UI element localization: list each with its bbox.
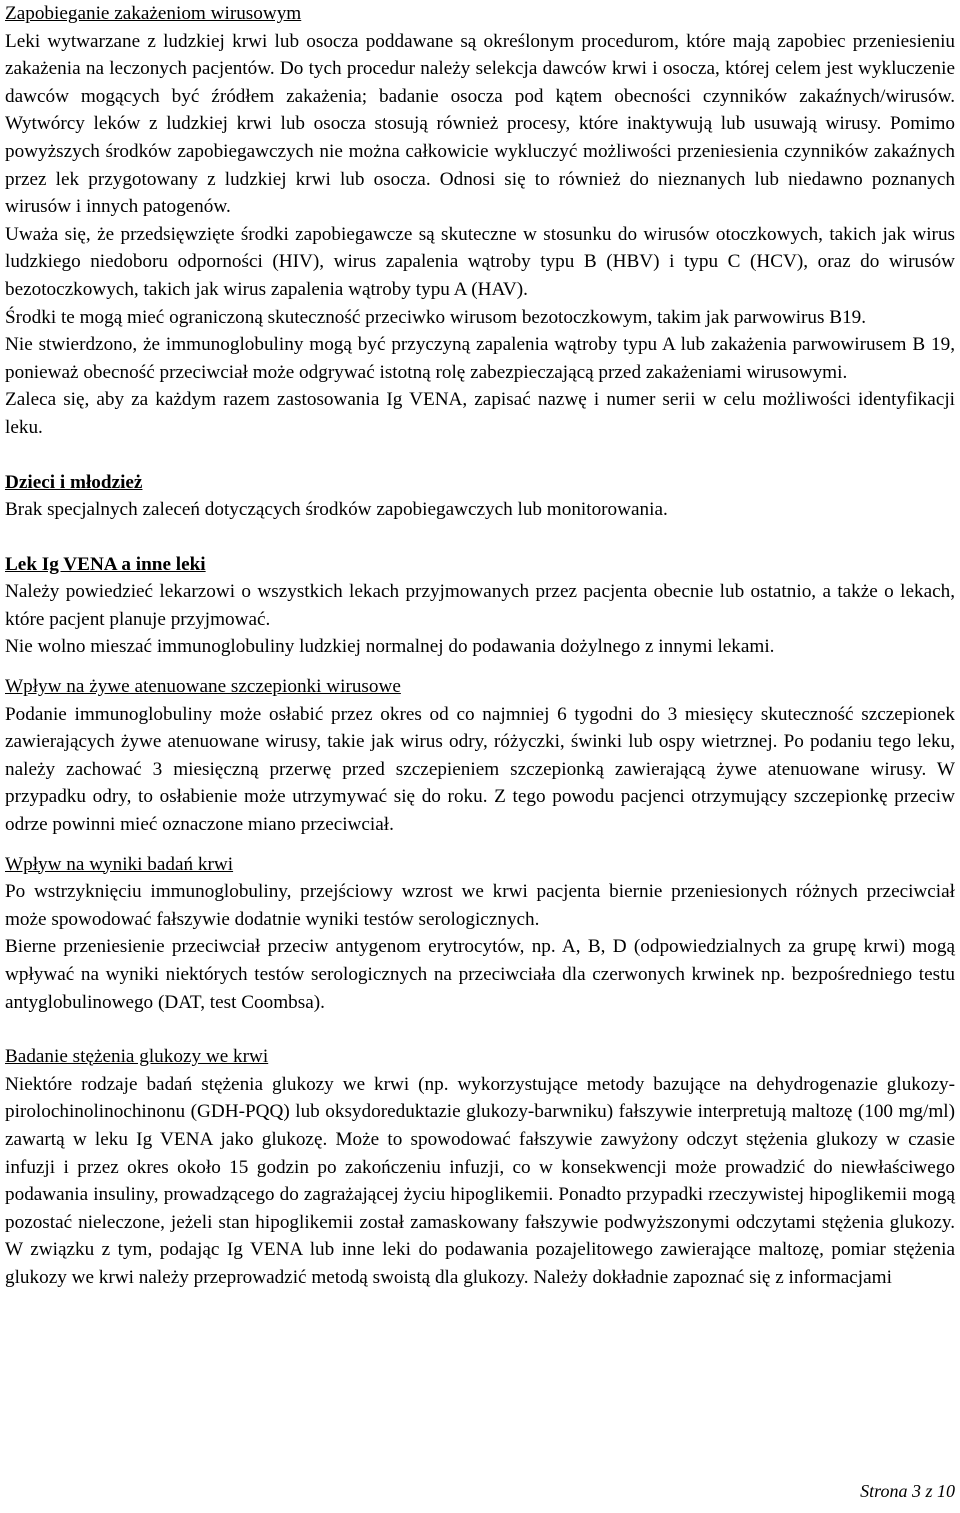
paragraph-other-drugs-1: Należy powiedzieć lekarzowi o wszystkich lekach przyjmowanych przez pacjenta obecnie lub ostatnio, a także o lekach, które pacjent planuje przyjmować. [5,581,955,630]
document-page [5,0,955,1292]
paragraph-viral-3: Środki te mogą mieć ograniczoną skuteczność przeciwko wirusom bezotoczkowym, takim jak parwowirus B19. [5,306,867,328]
paragraph-glucose-1: Niektóre rodzaje badań stężenia glukozy we krwi (np. wykorzystujące metody bazujące na dehydrogenazie glukozy-pirolochinolinochinonu (GDH-PQQ) lub oksydoreduktazie glukozy-barwniku) fałszywie interpretują maltozę (100 mg/ml) zawartą w leku Ig VENA jako glukozę. Może to spowodować fałszywie zawyżony odczyt stężenia glukozy w czasie infuzji i przez okres około 15 godzin po zakończeniu infuzji, co w konsekwencji może prowadzić do niewłaściwego podawania insuliny, prowadzącego do zagrażającej życiu hipoglikemii. Ponadto przypadki rzeczywistej hipoglikemii mogą pozostać nieleczone, jeżeli stan hipoglikemii został zamaskowany fałszywie podwyższonymi odczytami stężenia glukozy. W związku z tym, podając Ig VENA lub inne leki do podawania pozajelitowego zawierające maltozę, pomiar stężenia glukozy we krwi należy przeprowadzić metodą swoistą dla glukozy. Należy dokładnie zapoznać się z informacjami [5,1073,955,1288]
paragraph-blood-tests-1: Po wstrzyknięciu immunoglobuliny, przejściowy wzrost we krwi pacjenta biernie przeniesionych różnych przeciwciał może spowodować fałszywie dodatnie wyniki testów serologicznych. [5,881,955,930]
heading-vaccines: Wpływ na żywe atenuowane szczepionki wirusowe [5,676,401,698]
heading-other-drugs: Lek Ig VENA a inne leki [5,553,206,575]
page-number: Strona 3 z 10 [860,1481,955,1501]
paragraph-viral-4: Nie stwierdzono, że immunoglobuliny mogą być przyczyną zapalenia wątroby typu A lub zakażenia parwowirusem B 19, ponieważ obecność przeciwciał może odgrywać istotną rolę zabezpieczającą przed zakażeniami wirusowymi. [5,334,955,383]
heading-glucose: Badanie stężenia glukozy we krwi [5,1046,269,1068]
heading-children: Dzieci i młodzież [5,471,143,493]
heading-blood-tests: Wpływ na wyniki badań krwi [5,853,234,875]
paragraph-viral-5: Zaleca się, aby za każdym razem zastosowania Ig VENA, zapisać nazwę i numer serii w celu możliwości identyfikacji leku. [5,389,955,438]
section-glucose [5,1043,955,1291]
paragraph-vaccines-1: Podanie immunoglobuliny może osłabić przez okres od co najmniej 6 tygodni do 3 miesięcy skuteczność szczepionek zawierających żywe atenuowane wirusy, takie jak wirus odry, różyczki, świnki lub ospy wietrznej. Po podaniu tego leku, należy zachować 3 miesięczną przerwę przed szczepieniem szczepionką zawierającą żywe atenuowane wirusy. W przypadku odry, to osłabienie może utrzymywać się do roku. Z tego powodu pacjenci otrzymujący szczepionkę przeciw odrze powinni mieć oznaczone miano przeciwciał. [5,703,955,836]
section-other-drugs [5,551,955,661]
paragraph-blood-tests-2: Bierne przeniesienie przeciwciał przeciw antygenom erytrocytów, np. A, B, D (odpowiedzialnych za grupę krwi) mogą wpływać na wyniki niektórych testów serologicznych na przeciwciała dla czerwonych krwinek np. bezpośredniego testu antyglobulinowego (DAT, test Coombsa). [5,936,955,1013]
section-children [5,469,955,524]
paragraph-other-drugs-2: Nie wolno mieszać immunoglobuliny ludzkiej normalnej do podawania dożylnego z innymi lekami. [5,636,775,658]
paragraph-viral-1: Leki wytwarzane z ludzkiej krwi lub osocza poddawane są określonym procedurom, które mają zapobiec przeniesieniu zakażenia na leczonych pacjentów. Do tych procedur należy selekcja dawców krwi i osocza, której celem jest wykluczenie dawców mogących być źródłem zakażenia; badanie osocza pod kątem obecności czynników zakaźnych/wirusów. Wytwórcy leków z ludzkiej krwi lub osocza stosują również procesy, które inaktywują lub usuwają wirusy. Pomimo powyższych środków zapobiegawczych nie można całkowicie wykluczyć możliwości przeniesienia czynników zakaźnych przez lek przygotowany z ludzkiej krwi lub osocza. Odnosi się to również do nieznanych lub niedawno poznanych wirusów i innych patogenów. [5,30,955,218]
section-blood-tests [5,851,955,1017]
paragraph-children-1: Brak specjalnych zaleceń dotyczących środków zapobiegawczych lub monitorowania. [5,499,668,521]
section-viral-prevention [5,0,955,442]
heading-viral-prevention: Zapobieganie zakażeniom wirusowym [5,3,302,24]
section-vaccines [5,673,955,839]
paragraph-viral-2: Uważa się, że przedsięwzięte środki zapobiegawcze są skuteczne w stosunku do wirusów otoczkowych, takich jak wirus ludzkiego niedoboru odporności (HIV), wirus zapalenia wątroby typu B (HBV) i typu C (HCV), oraz do wirusów bezotoczkowych, takich jak wirus zapalenia wątroby typu A (HAV). [5,223,955,300]
